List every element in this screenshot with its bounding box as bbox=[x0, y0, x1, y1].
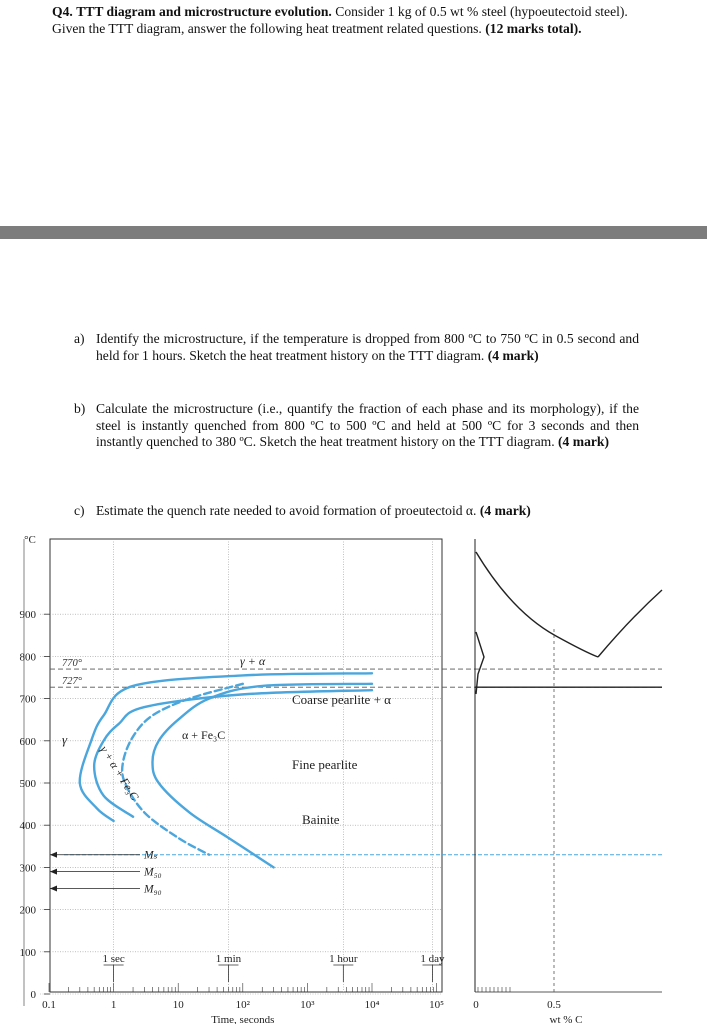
region-label: γ bbox=[62, 732, 68, 747]
martensite-label: M₉₀ bbox=[144, 883, 162, 896]
x-axis-label: Time, seconds bbox=[211, 1014, 275, 1024]
part-a bbox=[74, 331, 639, 364]
x-tick-label: 0.1 bbox=[42, 999, 56, 1011]
part-text: Estimate the quench rate needed to avoid formation of proeutectoid α. bbox=[96, 503, 477, 518]
y-tick-label: 0 bbox=[30, 989, 36, 1001]
y-tick-label: 800 bbox=[19, 651, 36, 664]
x-tick-label: 10⁵ bbox=[429, 999, 445, 1011]
y-tick-label: 200 bbox=[19, 904, 36, 917]
region-label: Bainite bbox=[302, 812, 340, 827]
question-title: TTT diagram and microstructure evolution. bbox=[76, 4, 332, 19]
phase-x-label: wt % C bbox=[549, 1014, 583, 1024]
x-tick-label: 10⁴ bbox=[364, 999, 380, 1011]
martensite-label: M₅₀ bbox=[144, 866, 162, 879]
part-marks: (4 mark) bbox=[558, 434, 609, 450]
chart-grid bbox=[24, 539, 442, 1006]
reference-line-label: 727° bbox=[62, 676, 82, 688]
time-marker-label: 1 min bbox=[215, 953, 242, 965]
page-separator bbox=[0, 226, 707, 239]
question-marks: (12 marks total). bbox=[485, 21, 582, 36]
region-label: γ + α + Fe₃C bbox=[97, 744, 141, 803]
question-number: Q4. bbox=[52, 4, 73, 19]
y-tick-label: 500 bbox=[19, 778, 36, 790]
x-tick-label: 1 bbox=[110, 999, 117, 1011]
a3-line bbox=[476, 552, 598, 657]
part-text: Identify the microstructure, if the temperature is dropped from 800 ºC to 750 ºC in 0.5 second and held for 1 hours. Sketch the heat treatment history on the TTT diagram. bbox=[96, 331, 639, 363]
part-marks: (4 mark) bbox=[487, 347, 539, 363]
phase-x-tick: 0.5 bbox=[547, 999, 561, 1011]
region-label: Fine pearlite bbox=[292, 757, 358, 772]
region-label: α + Fe₃C bbox=[182, 728, 226, 742]
part-label: a) bbox=[74, 331, 85, 346]
phase-x-tick: 0 bbox=[473, 999, 479, 1011]
ttt-diagram bbox=[0, 524, 707, 1024]
martensite-arrowhead bbox=[50, 869, 57, 875]
question-header bbox=[52, 3, 652, 37]
chart-labels bbox=[20, 534, 583, 1024]
part-label: b) bbox=[74, 401, 86, 416]
acm-line bbox=[598, 590, 662, 657]
y-tick-label: 400 bbox=[19, 820, 36, 833]
time-marker-label: 1 day bbox=[420, 953, 445, 965]
part-label: c) bbox=[74, 503, 85, 518]
time-marker-label: 1 hour bbox=[329, 953, 358, 965]
region-label: Coarse pearlite + α bbox=[292, 692, 391, 707]
question-intro: Consider 1 kg of 0.5 wt % steel (hypoeutectoid steel). Given the TTT diagram, answer the following heat treatment related questions. bbox=[52, 4, 628, 36]
part-marks: (4 mark) bbox=[479, 503, 531, 518]
y-axis-label: °C bbox=[24, 534, 36, 546]
martensite-label: Mₛ bbox=[144, 849, 158, 862]
part-text: Calculate the microstructure (i.e., quantify the fraction of each phase and its morphology), if the steel is instantly quenched from 800 ºC to 500 ºC and held at 500 ºC for 3 seconds and then instantly quenched to 380 ºC. Sketch the heat treatment history on the TTT diagram. bbox=[96, 401, 639, 450]
y-tick-label: 600 bbox=[19, 735, 36, 748]
phase-diagram bbox=[475, 539, 662, 992]
y-tick-label: 100 bbox=[19, 946, 36, 959]
part-c bbox=[74, 503, 639, 520]
martensite-arrowhead bbox=[50, 886, 57, 892]
alpha-solvus bbox=[476, 632, 484, 694]
y-tick-label: 900 bbox=[19, 609, 36, 622]
region-label: γ + α bbox=[240, 654, 266, 668]
y-tick-label: 700 bbox=[19, 693, 36, 706]
ttt-curve bbox=[152, 684, 372, 868]
ttt-curve bbox=[122, 684, 243, 855]
time-marker-label: 1 sec bbox=[102, 953, 125, 965]
reference-line-label: 770° bbox=[62, 658, 82, 670]
martensite-arrowhead bbox=[50, 852, 57, 858]
x-tick-label: 10 bbox=[172, 999, 184, 1011]
x-tick-label: 10² bbox=[235, 999, 250, 1011]
x-tick-label: 10³ bbox=[300, 999, 315, 1011]
part-b bbox=[74, 401, 639, 451]
y-tick-label: 300 bbox=[19, 862, 36, 875]
